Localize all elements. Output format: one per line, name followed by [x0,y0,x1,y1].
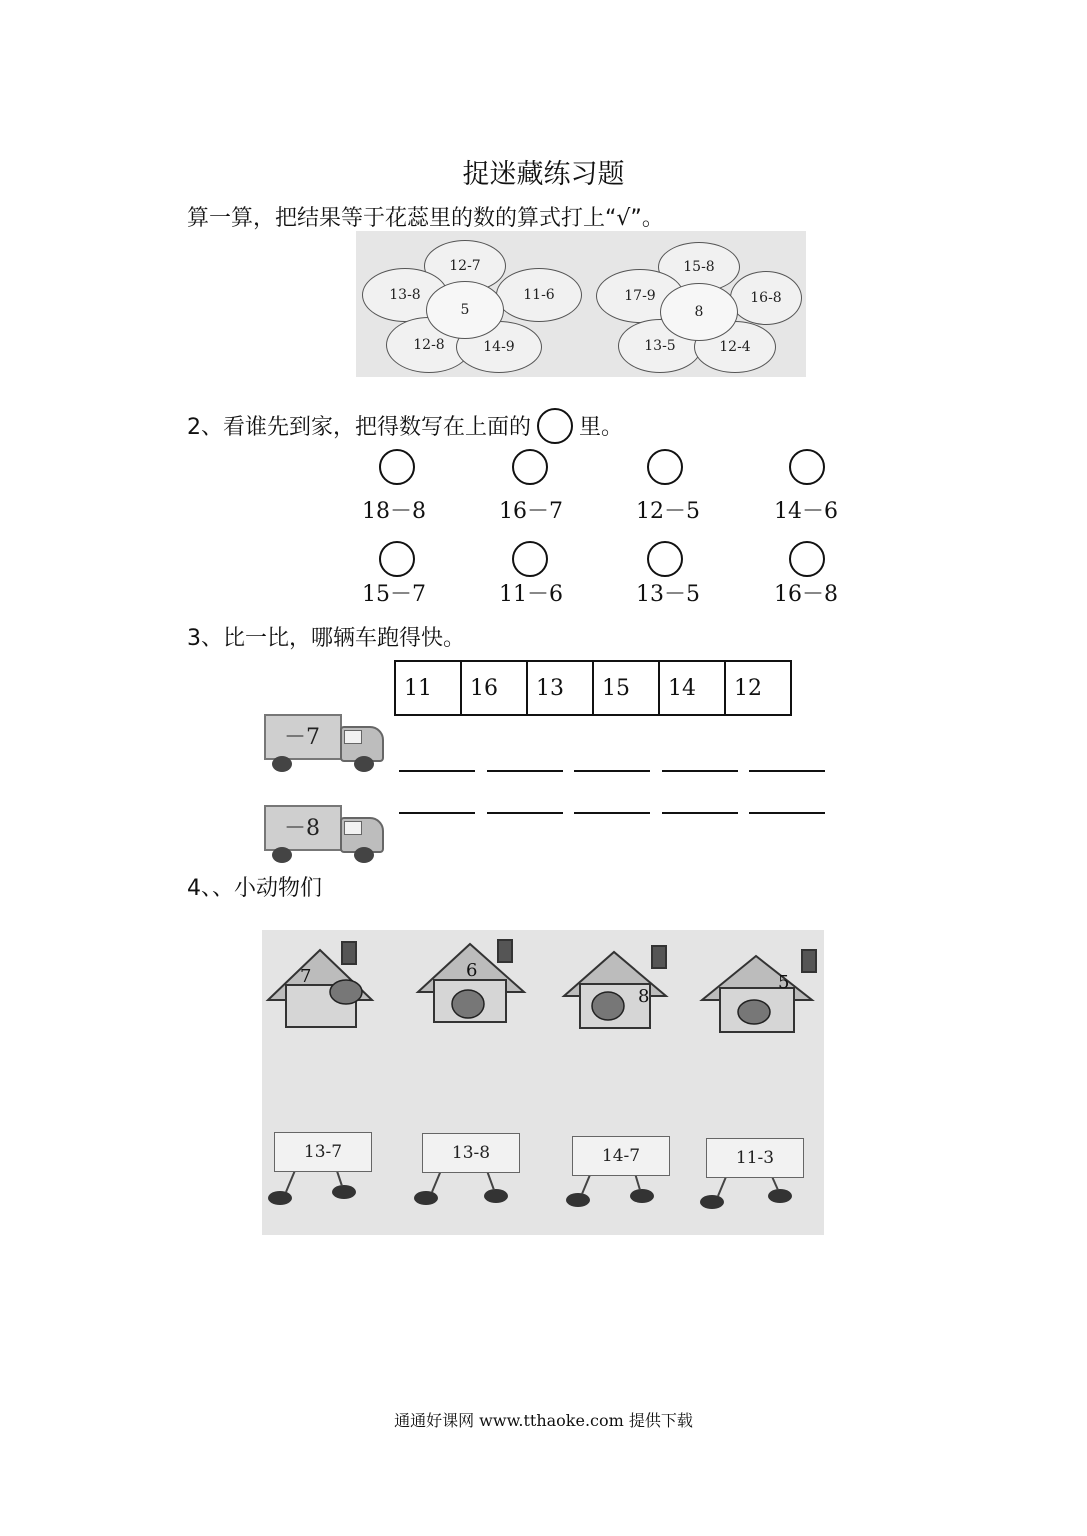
q3-instruction: 3、比一比，哪辆车跑得快。 [187,626,465,651]
flower-figure [356,231,806,377]
truck-minus-7 [262,712,390,774]
answer-circle[interactable] [647,541,683,577]
animal-houses-figure [262,930,824,1235]
answer-circle[interactable] [512,541,548,577]
answer-blank[interactable] [487,812,563,814]
monkey-icon [452,990,484,1018]
rabbit-icon [592,992,624,1020]
wheel-icon [272,756,292,772]
expression: 16－8 [774,582,838,607]
answer-blank[interactable] [399,770,475,772]
house-number: 8 [638,986,650,1007]
truck-label: －7 [284,725,320,750]
footer-credit: 通通好课网 www.tthaoke.com 提供下载 [394,1411,693,1430]
expression: 18－8 [362,499,426,524]
truck-minus-8 [262,803,390,865]
number-cell: 15 [593,661,659,715]
flower2-petal-bottom-left: 13-5 [618,319,702,373]
wheel-icon [354,847,374,863]
wheel-icon [272,847,292,863]
number-table [394,660,792,716]
houses-illustration [262,930,824,1235]
q2-instruction-before: 2、看谁先到家，把得数写在上面的 [187,415,531,440]
expression: 16－7 [499,499,563,524]
flower1-petal-left: 13-8 [362,268,448,322]
number-cell: 14 [659,661,725,715]
flower2-center: 8 [660,283,738,341]
flower1-petal-right: 11-6 [496,268,582,322]
flower2-petal-top: 15-8 [658,242,740,292]
flower1-petal-bottom-right: 14-9 [456,321,542,373]
sign: 14-7 [572,1136,670,1176]
answer-circle[interactable] [647,449,683,485]
circle-icon [537,408,573,444]
expression: 11－6 [499,582,563,607]
number-cell: 11 [395,661,461,715]
sign: 13-7 [274,1132,372,1172]
flower1-center: 5 [426,281,504,339]
dog-icon [738,1000,770,1024]
answer-blank[interactable] [574,812,650,814]
flower2-petal-bottom-right: 12-4 [694,321,776,373]
wheel-icon [354,756,374,772]
answer-blank[interactable] [749,812,825,814]
sign: 11-3 [706,1138,804,1178]
sign: 13-8 [422,1133,520,1173]
flower2-petal-left: 17-9 [596,269,684,323]
house-number: 6 [466,960,478,981]
number-cell: 16 [461,661,527,715]
answer-blank[interactable] [662,770,738,772]
expression: 12－5 [636,499,700,524]
answer-circle[interactable] [512,449,548,485]
answer-blank[interactable] [749,770,825,772]
flower2-petal-right: 16-8 [730,271,802,325]
answer-circle[interactable] [379,449,415,485]
number-cell: 12 [725,661,791,715]
expression: 14－6 [774,499,838,524]
q2-instruction [187,410,623,446]
giraffe-icon [330,980,362,1004]
house-number: 7 [300,966,312,987]
page-title: 捉迷藏练习题 [462,159,625,190]
flower1-petal-top: 12-7 [424,240,506,292]
q1-instruction: 算一算，把结果等于花蕊里的数的算式打上“√”。 [187,206,664,231]
q2-instruction-after: 里。 [579,415,624,440]
flower1-petal-bottom-left: 12-8 [386,317,472,373]
answer-blank[interactable] [574,770,650,772]
answer-blank[interactable] [399,812,475,814]
answer-blank[interactable] [662,812,738,814]
expression: 13－5 [636,582,700,607]
number-cell: 13 [527,661,593,715]
answer-blank[interactable] [487,770,563,772]
expression: 15－7 [362,582,426,607]
house-number: 5 [778,972,790,993]
truck-label: －8 [284,816,320,841]
q4-instruction: 4、、小动物们 [187,876,322,901]
answer-circle[interactable] [379,541,415,577]
answer-circle[interactable] [789,449,825,485]
answer-circle[interactable] [789,541,825,577]
